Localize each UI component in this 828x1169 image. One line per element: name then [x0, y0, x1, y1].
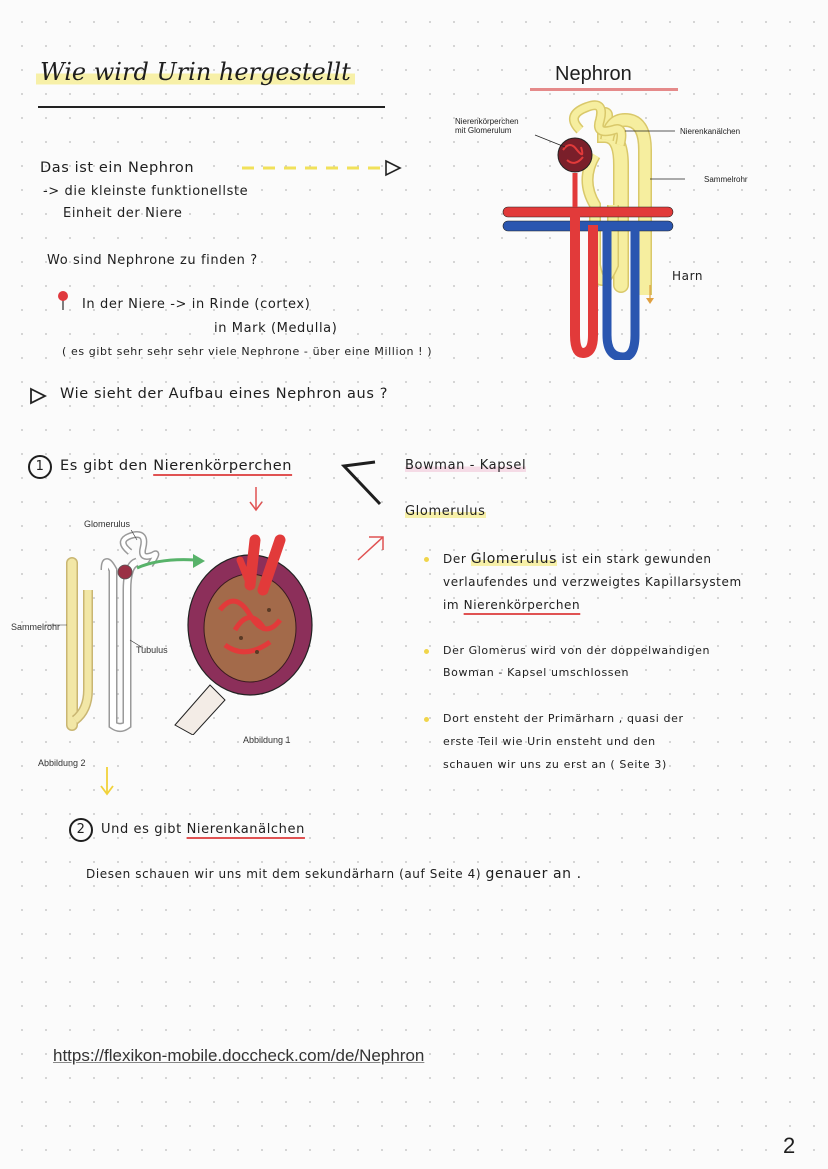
- diagram-title-underline: [530, 88, 678, 91]
- section2-number: 2: [69, 818, 93, 842]
- corpuscle-illustration: [45, 530, 315, 735]
- label-urine: Harn: [672, 269, 704, 283]
- fig-caption-1: Abbildung 1: [243, 735, 291, 745]
- fig-label-tubule: Tubulus: [136, 645, 168, 655]
- section-question: Wie sieht der Aufbau eines Nephron aus ?: [60, 386, 388, 402]
- section2-heading: [69, 818, 305, 842]
- up-right-arrow-red: [355, 533, 387, 563]
- dashed-arrow: [240, 158, 405, 178]
- location-medulla: in Mark (Medulla): [214, 321, 338, 336]
- reference-link[interactable]: https://flexikon-mobile.doccheck.com/de/Nephron: [53, 1046, 425, 1065]
- diagram-title: Nephron: [555, 63, 632, 85]
- pin-icon: [56, 290, 70, 312]
- title-underline: [38, 106, 385, 108]
- down-arrow-yellow: [98, 765, 116, 797]
- down-arrow-red: [248, 485, 264, 513]
- branch-glomerulus: Glomerulus: [405, 504, 486, 519]
- triangle-arrow-icon: [28, 386, 48, 406]
- bullet-2: Der Glomerus wird von der doppelwandigen Bowman - Kapsel umschlossen: [424, 640, 710, 684]
- fig-label-glomerulus: Glomerulus: [84, 519, 131, 529]
- section2-text: Diesen schauen wir uns mit dem sekundärharn (auf Seite 4) genauer an .: [86, 866, 582, 882]
- branch-bowman: Bowman - Kapsel: [405, 458, 527, 473]
- section2-term: Nierenkanälchen: [186, 822, 305, 837]
- intro-line1: Das ist ein Nephron: [40, 160, 195, 176]
- section1-heading: [28, 455, 292, 479]
- section1-number: 1: [28, 455, 52, 479]
- intro-line2: -> die kleinste funktionellste: [43, 184, 249, 199]
- location-cortex: In der Niere -> in Rinde (cortex): [82, 297, 311, 312]
- question-where: Wo sind Nephrone zu finden ?: [47, 253, 258, 268]
- label-corpuscle: Nierenkörperchen mit Glomerulum: [455, 117, 519, 135]
- page-title: Wie wird Urin hergestellt: [36, 58, 355, 86]
- fig-label-duct: Sammelrohr: [11, 622, 61, 632]
- section1-term: Nierenkörperchen: [153, 458, 293, 474]
- section1-prefix: Es gibt den: [60, 458, 154, 474]
- bullet-1: Der Glomerulus ist ein stark gewunden verlaufendes und verzweigtes Kapillarsystem im Nierenkörperchen: [424, 548, 742, 617]
- million-note: ( es gibt sehr sehr sehr viele Nephrone - über eine Million ! ): [62, 345, 433, 358]
- label-duct-top: Sammelrohr: [704, 175, 748, 184]
- bullet-3: Dort ensteht der Primärharn , quasi der erste Teil wie Urin ensteht und den schauen wir uns zu erst an ( Seite 3): [424, 707, 684, 776]
- intro-line3: Einheit der Niere: [63, 206, 183, 221]
- fig-caption-2: Abbildung 2: [38, 758, 86, 768]
- section2-prefix: Und es gibt: [101, 822, 187, 837]
- label-tubule-top: Nierenkanälchen: [680, 127, 741, 136]
- branch-bracket: [340, 458, 385, 508]
- page-number: 2: [783, 1133, 796, 1158]
